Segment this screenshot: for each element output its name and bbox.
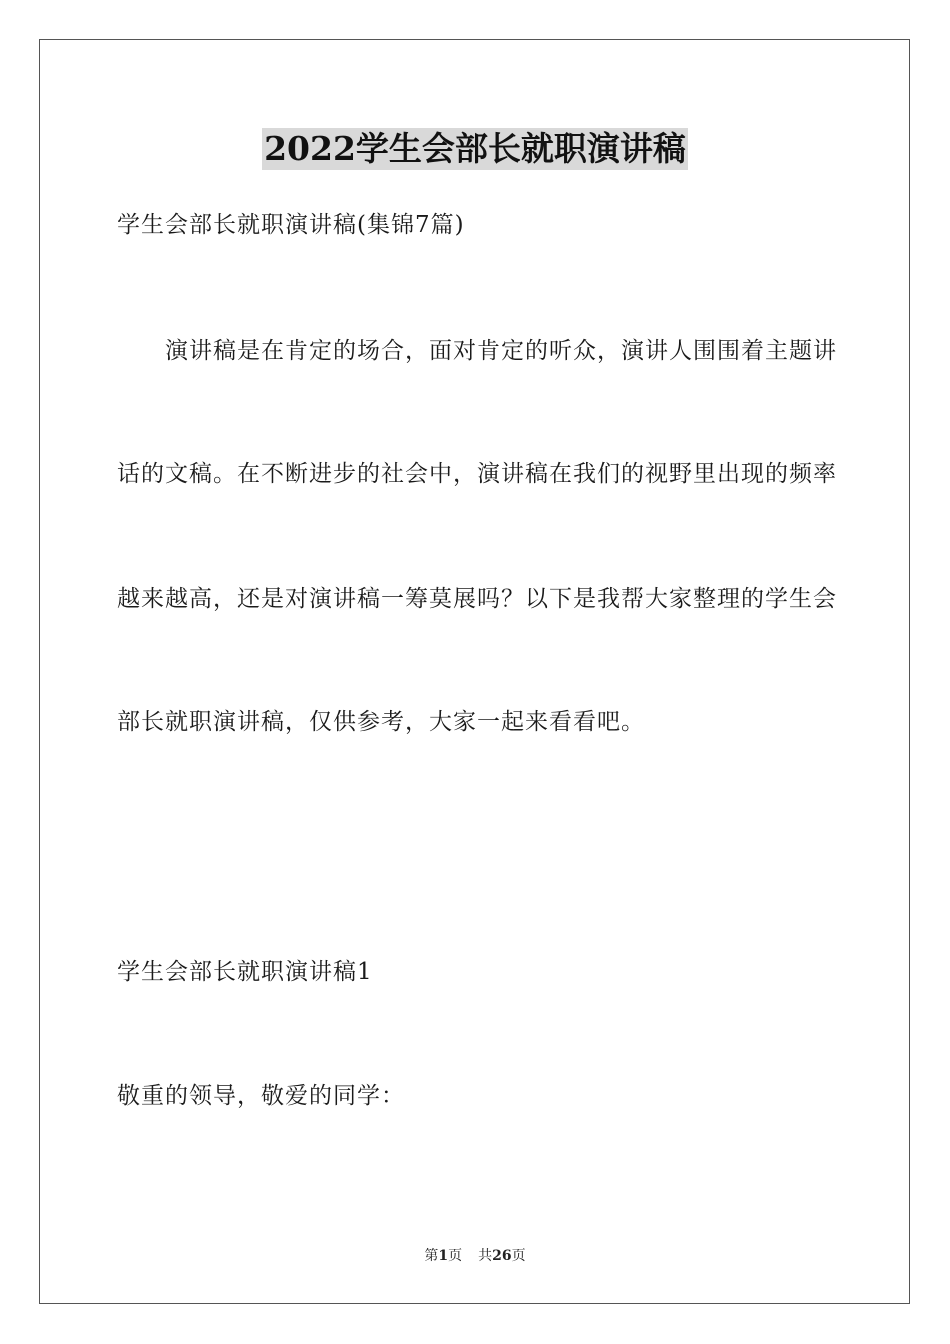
footer-page-suffix: 页 [448, 1248, 463, 1264]
intro-line-2: 话的文稿。在不断进步的社会中，演讲稿在我们的视野里出现的频率 [117, 461, 837, 487]
intro-line-1: 演讲稿是在肯定的场合，面对肯定的听众，演讲人围围着主题讲 [165, 338, 837, 364]
document-title: 2022学生会部长就职演讲稿 [264, 129, 686, 168]
greeting-line: 敬重的领导，敬爱的同学： [117, 1083, 405, 1109]
section-heading: 学生会部长就职演讲稿1 [117, 959, 373, 985]
intro-line-3: 越来越高，还是对演讲稿一筹莫展吗？以下是我帮大家整理的学生会 [117, 586, 837, 612]
footer-total-pages: 26 [492, 1248, 512, 1264]
document-subtitle: 学生会部长就职演讲稿(集锦7篇) [117, 212, 465, 238]
title-container [0, 128, 950, 170]
footer-total-suffix: 页 [511, 1248, 526, 1264]
intro-line-4: 部长就职演讲稿，仅供参考，大家一起来看看吧。 [117, 709, 645, 735]
page-footer [0, 1247, 950, 1265]
footer-page-prefix: 第 [424, 1248, 439, 1264]
footer-total-prefix: 共 [478, 1248, 493, 1264]
footer-page-number: 1 [438, 1248, 449, 1264]
